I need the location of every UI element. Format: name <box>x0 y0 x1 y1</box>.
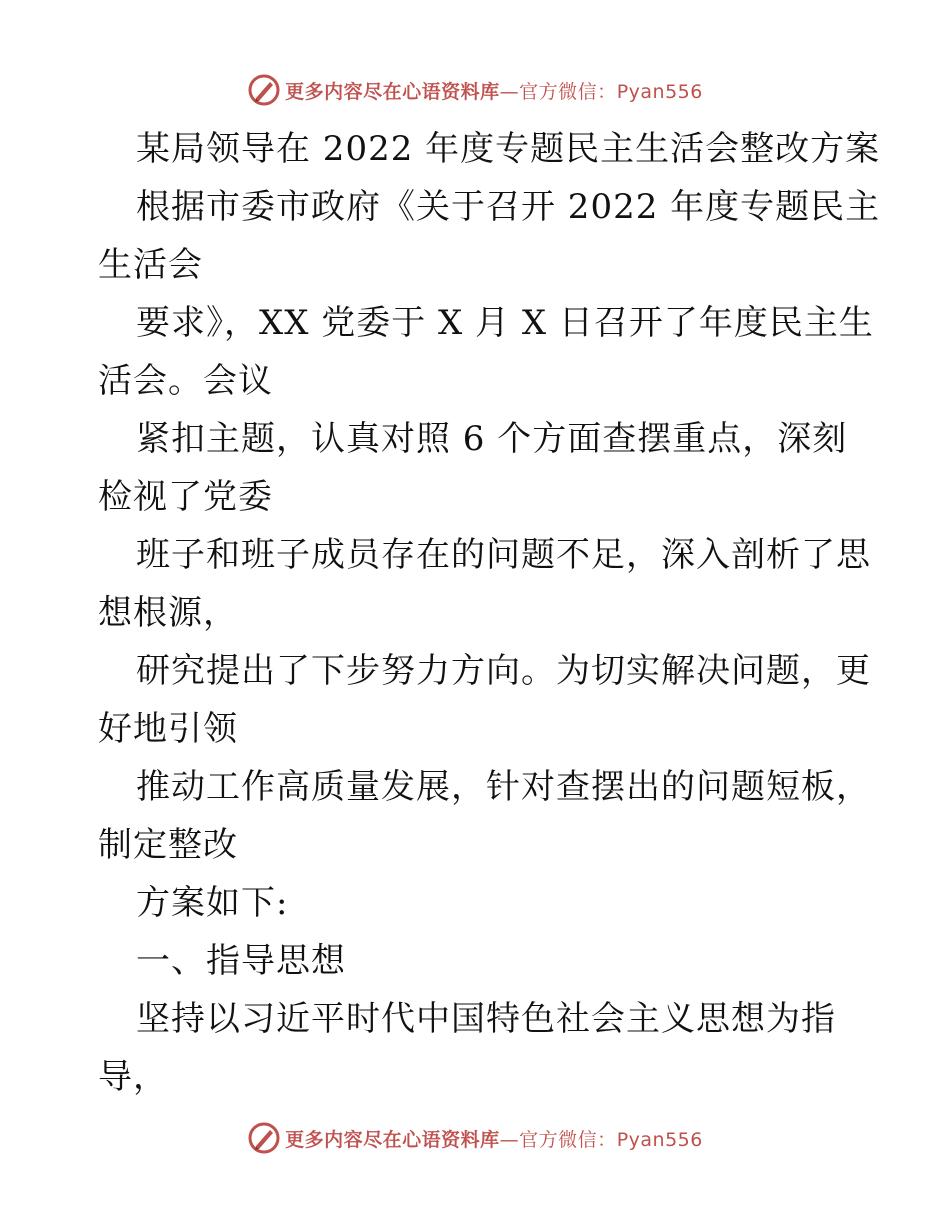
paragraph-line: 制定整改 <box>98 825 238 865</box>
pen-logo-icon <box>247 1121 281 1155</box>
banner-wechat-id: Pyan556 <box>616 1128 703 1151</box>
paragraph-line: 研究提出了下步努力方向。为切实解决问题，更 <box>136 651 871 691</box>
paragraph-line: 班子和班子成员存在的问题不足，深入剖析了思 <box>136 535 871 575</box>
banner-wechat-label: 官方微信： <box>519 80 617 103</box>
paragraph-line: 一、指导思想 <box>136 941 346 981</box>
paragraph-line: 好地引领 <box>98 709 238 749</box>
banner-text <box>285 77 703 104</box>
paragraph-line: 活会。会议 <box>98 361 273 401</box>
paragraph-line: 要求》，XX 党委于 X 月 X 日召开了年度民主生 <box>136 303 874 343</box>
banner-dash: — <box>499 80 520 103</box>
banner-text <box>285 1125 703 1152</box>
document-title: 某局领导在 2022 年度专题民主生活会整改方案 <box>136 129 881 169</box>
header-watermark-banner <box>0 70 950 110</box>
paragraph-line: 紧扣主题，认真对照 6 个方面查摆重点，深刻 <box>136 419 848 459</box>
banner-site-name: 更多内容尽在心语资料库 <box>285 80 500 103</box>
banner-dash: — <box>499 1128 520 1151</box>
banner-wechat-label: 官方微信： <box>519 1128 617 1151</box>
paragraph-line: 检视了党委 <box>98 477 273 517</box>
paragraph-line: 想根源， <box>98 593 238 633</box>
banner-site-name: 更多内容尽在心语资料库 <box>285 1128 500 1151</box>
paragraph-line: 生活会 <box>98 245 203 285</box>
pen-logo-icon <box>247 73 281 107</box>
paragraph-line: 根据市委市政府《关于召开 2022 年度专题民主 <box>136 187 881 227</box>
paragraph-line: 导， <box>98 1057 168 1097</box>
document-body <box>98 120 881 1106</box>
paragraph-line: 方案如下: <box>136 883 289 923</box>
paragraph-line: 坚持以习近平时代中国特色社会主义思想为指 <box>136 999 836 1039</box>
footer-watermark-banner <box>0 1118 950 1158</box>
paragraph-line: 推动工作高质量发展，针对查摆出的问题短板， <box>136 767 871 807</box>
banner-wechat-id: Pyan556 <box>616 80 703 103</box>
